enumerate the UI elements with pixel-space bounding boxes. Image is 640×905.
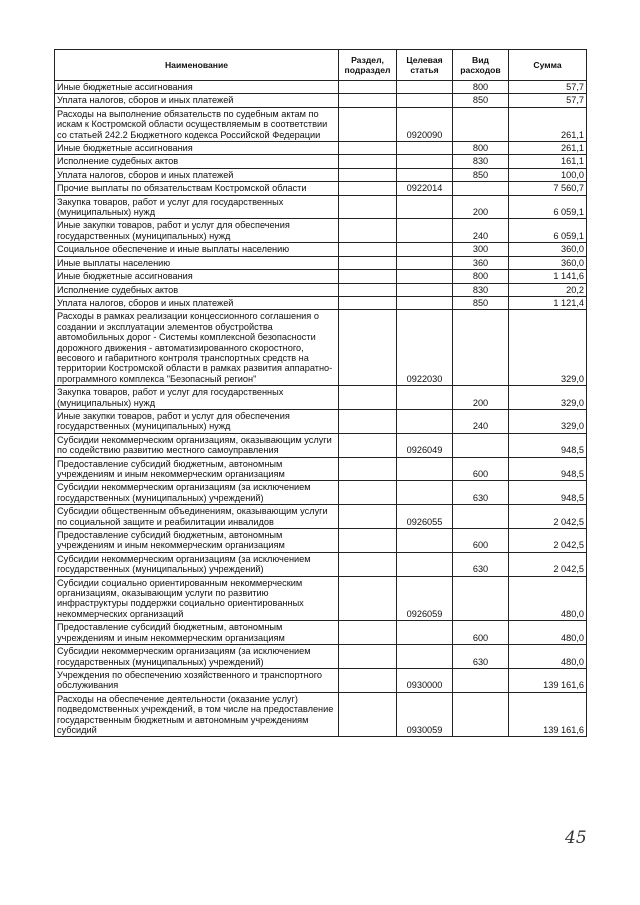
row-sum-cell: 480,0	[509, 576, 587, 621]
table-row	[55, 668, 587, 692]
row-sum-cell: 261,1	[509, 142, 587, 155]
row-razdel-cell	[339, 256, 397, 269]
row-expense-type-cell: 630	[453, 645, 509, 669]
row-expense-type-cell: 800	[453, 81, 509, 94]
row-expense-type-cell	[453, 107, 509, 141]
row-expense-type-cell: 240	[453, 409, 509, 433]
row-target-article-cell: 0922014	[397, 182, 453, 195]
row-name-cell: Социальное обеспечение и иные выплаты населению	[55, 243, 339, 256]
row-name-cell: Расходы в рамках реализации концессионного соглашения о создании и эксплуатации элементов обустройства автомобильных дорог - Системы комплексной безопасности дорожного движения - автоматизированного скоростного, весового и габаритного контроля транспортных средств на территории Костромской области в рамках развития аппаратно-программного комплекса "Безопасный регион"	[55, 310, 339, 386]
table-header-row	[55, 50, 587, 81]
row-target-article-cell	[397, 481, 453, 505]
table-row	[55, 529, 587, 553]
row-expense-type-cell	[453, 576, 509, 621]
table-row	[55, 168, 587, 181]
row-razdel-cell	[339, 386, 397, 410]
row-name-cell: Субсидии социально ориентированным некоммерческим организациям, оказывающим услуги по развитию инфраструктуры поддержки социально ориентированных некоммерческих организаций	[55, 576, 339, 621]
row-razdel-cell	[339, 433, 397, 457]
row-razdel-cell	[339, 621, 397, 645]
table-row	[55, 621, 587, 645]
row-razdel-cell	[339, 529, 397, 553]
table-row	[55, 243, 587, 256]
row-sum-cell: 139 161,6	[509, 692, 587, 737]
row-razdel-cell	[339, 94, 397, 107]
row-sum-cell: 2 042,5	[509, 552, 587, 576]
row-sum-cell: 2 042,5	[509, 529, 587, 553]
row-name-cell: Закупка товаров, работ и услуг для государственных (муниципальных) нужд	[55, 386, 339, 410]
row-sum-cell: 20,2	[509, 283, 587, 296]
row-name-cell: Уплата налогов, сборов и иных платежей	[55, 168, 339, 181]
row-name-cell: Учреждения по обеспечению хозяйственного и транспортного обслуживания	[55, 668, 339, 692]
row-name-cell: Субсидии некоммерческим организациям (за исключением государственных (муниципальных) учреждений)	[55, 481, 339, 505]
row-name-cell: Субсидии некоммерческим организациям, оказывающим услуги по содействию развитию местного самоуправления	[55, 433, 339, 457]
row-name-cell: Иные выплаты населению	[55, 256, 339, 269]
row-target-article-cell	[397, 457, 453, 481]
row-sum-cell: 6 059,1	[509, 219, 587, 243]
row-razdel-cell	[339, 668, 397, 692]
row-sum-cell: 360,0	[509, 243, 587, 256]
row-razdel-cell	[339, 296, 397, 309]
table-row	[55, 409, 587, 433]
row-razdel-cell	[339, 195, 397, 219]
row-razdel-cell	[339, 409, 397, 433]
table-row	[55, 219, 587, 243]
row-target-article-cell: 0922030	[397, 310, 453, 386]
row-name-cell: Иные закупки товаров, работ и услуг для обеспечения государственных (муниципальных) нужд	[55, 409, 339, 433]
row-sum-cell: 480,0	[509, 645, 587, 669]
table-row	[55, 270, 587, 283]
row-target-article-cell	[397, 552, 453, 576]
table-row	[55, 481, 587, 505]
row-name-cell: Уплата налогов, сборов и иных платежей	[55, 296, 339, 309]
row-expense-type-cell	[453, 310, 509, 386]
row-sum-cell: 360,0	[509, 256, 587, 269]
row-name-cell: Иные бюджетные ассигнования	[55, 270, 339, 283]
row-razdel-cell	[339, 142, 397, 155]
row-target-article-cell: 0920090	[397, 107, 453, 141]
row-name-cell: Уплата налогов, сборов и иных платежей	[55, 94, 339, 107]
row-sum-cell: 1 141,6	[509, 270, 587, 283]
row-name-cell: Исполнение судебных актов	[55, 155, 339, 168]
row-name-cell: Расходы на обеспечение деятельности (оказание услуг) подведомственных учреждений, в том числе на предоставление государственным бюджетным и автономным учреждениям субсидий	[55, 692, 339, 737]
row-razdel-cell	[339, 107, 397, 141]
table-row	[55, 155, 587, 168]
row-name-cell: Предоставление субсидий бюджетным, автономным учреждениям и иным некоммерческим организациям	[55, 457, 339, 481]
row-target-article-cell: 0930059	[397, 692, 453, 737]
row-expense-type-cell: 830	[453, 283, 509, 296]
header-expense-type: Вид расходов	[453, 50, 509, 81]
table-row	[55, 182, 587, 195]
row-sum-cell: 948,5	[509, 433, 587, 457]
row-sum-cell: 139 161,6	[509, 668, 587, 692]
row-razdel-cell	[339, 168, 397, 181]
row-name-cell: Иные закупки товаров, работ и услуг для обеспечения государственных (муниципальных) нужд	[55, 219, 339, 243]
row-razdel-cell	[339, 576, 397, 621]
row-sum-cell: 57,7	[509, 94, 587, 107]
row-expense-type-cell: 600	[453, 457, 509, 481]
row-sum-cell: 7 560,7	[509, 182, 587, 195]
row-target-article-cell	[397, 256, 453, 269]
row-razdel-cell	[339, 155, 397, 168]
page-number: 45	[565, 828, 587, 848]
table-row	[55, 457, 587, 481]
table-row	[55, 576, 587, 621]
row-expense-type-cell	[453, 182, 509, 195]
row-target-article-cell: 0926055	[397, 505, 453, 529]
row-target-article-cell	[397, 168, 453, 181]
table-row	[55, 142, 587, 155]
row-razdel-cell	[339, 219, 397, 243]
row-target-article-cell	[397, 386, 453, 410]
row-sum-cell: 329,0	[509, 386, 587, 410]
row-razdel-cell	[339, 310, 397, 386]
table-row	[55, 81, 587, 94]
row-target-article-cell	[397, 409, 453, 433]
row-sum-cell: 948,5	[509, 481, 587, 505]
row-target-article-cell	[397, 94, 453, 107]
row-razdel-cell	[339, 645, 397, 669]
row-razdel-cell	[339, 481, 397, 505]
row-expense-type-cell	[453, 505, 509, 529]
row-expense-type-cell: 240	[453, 219, 509, 243]
table-row	[55, 256, 587, 269]
row-expense-type-cell	[453, 692, 509, 737]
row-razdel-cell	[339, 270, 397, 283]
table-row	[55, 386, 587, 410]
table-body	[55, 81, 587, 737]
row-sum-cell: 1 121,4	[509, 296, 587, 309]
row-expense-type-cell: 600	[453, 529, 509, 553]
row-expense-type-cell: 360	[453, 256, 509, 269]
row-expense-type-cell: 850	[453, 168, 509, 181]
row-target-article-cell	[397, 81, 453, 94]
row-expense-type-cell: 850	[453, 296, 509, 309]
row-sum-cell: 6 059,1	[509, 195, 587, 219]
row-sum-cell: 161,1	[509, 155, 587, 168]
table-row	[55, 645, 587, 669]
header-sum: Сумма	[509, 50, 587, 81]
row-target-article-cell	[397, 270, 453, 283]
row-razdel-cell	[339, 692, 397, 737]
row-target-article-cell	[397, 243, 453, 256]
row-razdel-cell	[339, 243, 397, 256]
row-target-article-cell	[397, 283, 453, 296]
row-razdel-cell	[339, 81, 397, 94]
row-target-article-cell	[397, 621, 453, 645]
row-expense-type-cell: 630	[453, 552, 509, 576]
row-sum-cell: 57,7	[509, 81, 587, 94]
row-expense-type-cell: 800	[453, 270, 509, 283]
row-expense-type-cell: 630	[453, 481, 509, 505]
header-target-article: Целевая статья	[397, 50, 453, 81]
table-row	[55, 692, 587, 737]
row-name-cell: Иные бюджетные ассигнования	[55, 142, 339, 155]
row-sum-cell: 100,0	[509, 168, 587, 181]
row-target-article-cell: 0926049	[397, 433, 453, 457]
row-expense-type-cell: 300	[453, 243, 509, 256]
table-row	[55, 107, 587, 141]
row-expense-type-cell: 850	[453, 94, 509, 107]
row-expense-type-cell: 800	[453, 142, 509, 155]
row-name-cell: Закупка товаров, работ и услуг для государственных (муниципальных) нужд	[55, 195, 339, 219]
row-sum-cell: 329,0	[509, 310, 587, 386]
header-name: Наименование	[55, 50, 339, 81]
table-row	[55, 310, 587, 386]
row-target-article-cell	[397, 219, 453, 243]
row-expense-type-cell	[453, 668, 509, 692]
row-target-article-cell: 0930000	[397, 668, 453, 692]
table-row	[55, 552, 587, 576]
row-name-cell: Предоставление субсидий бюджетным, автономным учреждениям и иным некоммерческим организациям	[55, 621, 339, 645]
row-target-article-cell: 0926059	[397, 576, 453, 621]
row-expense-type-cell: 200	[453, 386, 509, 410]
row-expense-type-cell	[453, 433, 509, 457]
row-expense-type-cell: 200	[453, 195, 509, 219]
table-row	[55, 195, 587, 219]
table-row	[55, 296, 587, 309]
header-razdel: Раздел, подраздел	[339, 50, 397, 81]
table-row	[55, 505, 587, 529]
row-target-article-cell	[397, 195, 453, 219]
row-razdel-cell	[339, 505, 397, 529]
row-name-cell: Субсидии некоммерческим организациям (за исключением государственных (муниципальных) учреждений)	[55, 552, 339, 576]
row-sum-cell: 261,1	[509, 107, 587, 141]
row-target-article-cell	[397, 142, 453, 155]
row-target-article-cell	[397, 529, 453, 553]
budget-table-container	[54, 49, 586, 737]
row-razdel-cell	[339, 182, 397, 195]
row-name-cell: Расходы на выполнение обязательств по судебным актам по искам к Костромской области осуществляемым в соответствии со статьей 242.2 Бюджетного кодекса Российской Федерации	[55, 107, 339, 141]
row-sum-cell: 329,0	[509, 409, 587, 433]
row-expense-type-cell: 600	[453, 621, 509, 645]
row-name-cell: Прочие выплаты по обязательствам Костромской области	[55, 182, 339, 195]
row-name-cell: Субсидии некоммерческим организациям (за исключением государственных (муниципальных) учреждений)	[55, 645, 339, 669]
table-row	[55, 433, 587, 457]
row-sum-cell: 948,5	[509, 457, 587, 481]
row-target-article-cell	[397, 155, 453, 168]
row-name-cell: Субсидии общественным объединениям, оказывающим услуги по социальной защите и реабилитации инвалидов	[55, 505, 339, 529]
row-target-article-cell	[397, 296, 453, 309]
row-expense-type-cell: 830	[453, 155, 509, 168]
row-razdel-cell	[339, 552, 397, 576]
row-sum-cell: 2 042,5	[509, 505, 587, 529]
table-row	[55, 283, 587, 296]
row-name-cell: Исполнение судебных актов	[55, 283, 339, 296]
row-target-article-cell	[397, 645, 453, 669]
row-name-cell: Иные бюджетные ассигнования	[55, 81, 339, 94]
row-razdel-cell	[339, 457, 397, 481]
row-name-cell: Предоставление субсидий бюджетным, автономным учреждениям и иным некоммерческим организациям	[55, 529, 339, 553]
row-sum-cell: 480,0	[509, 621, 587, 645]
row-razdel-cell	[339, 283, 397, 296]
table-row	[55, 94, 587, 107]
budget-table	[54, 49, 587, 737]
